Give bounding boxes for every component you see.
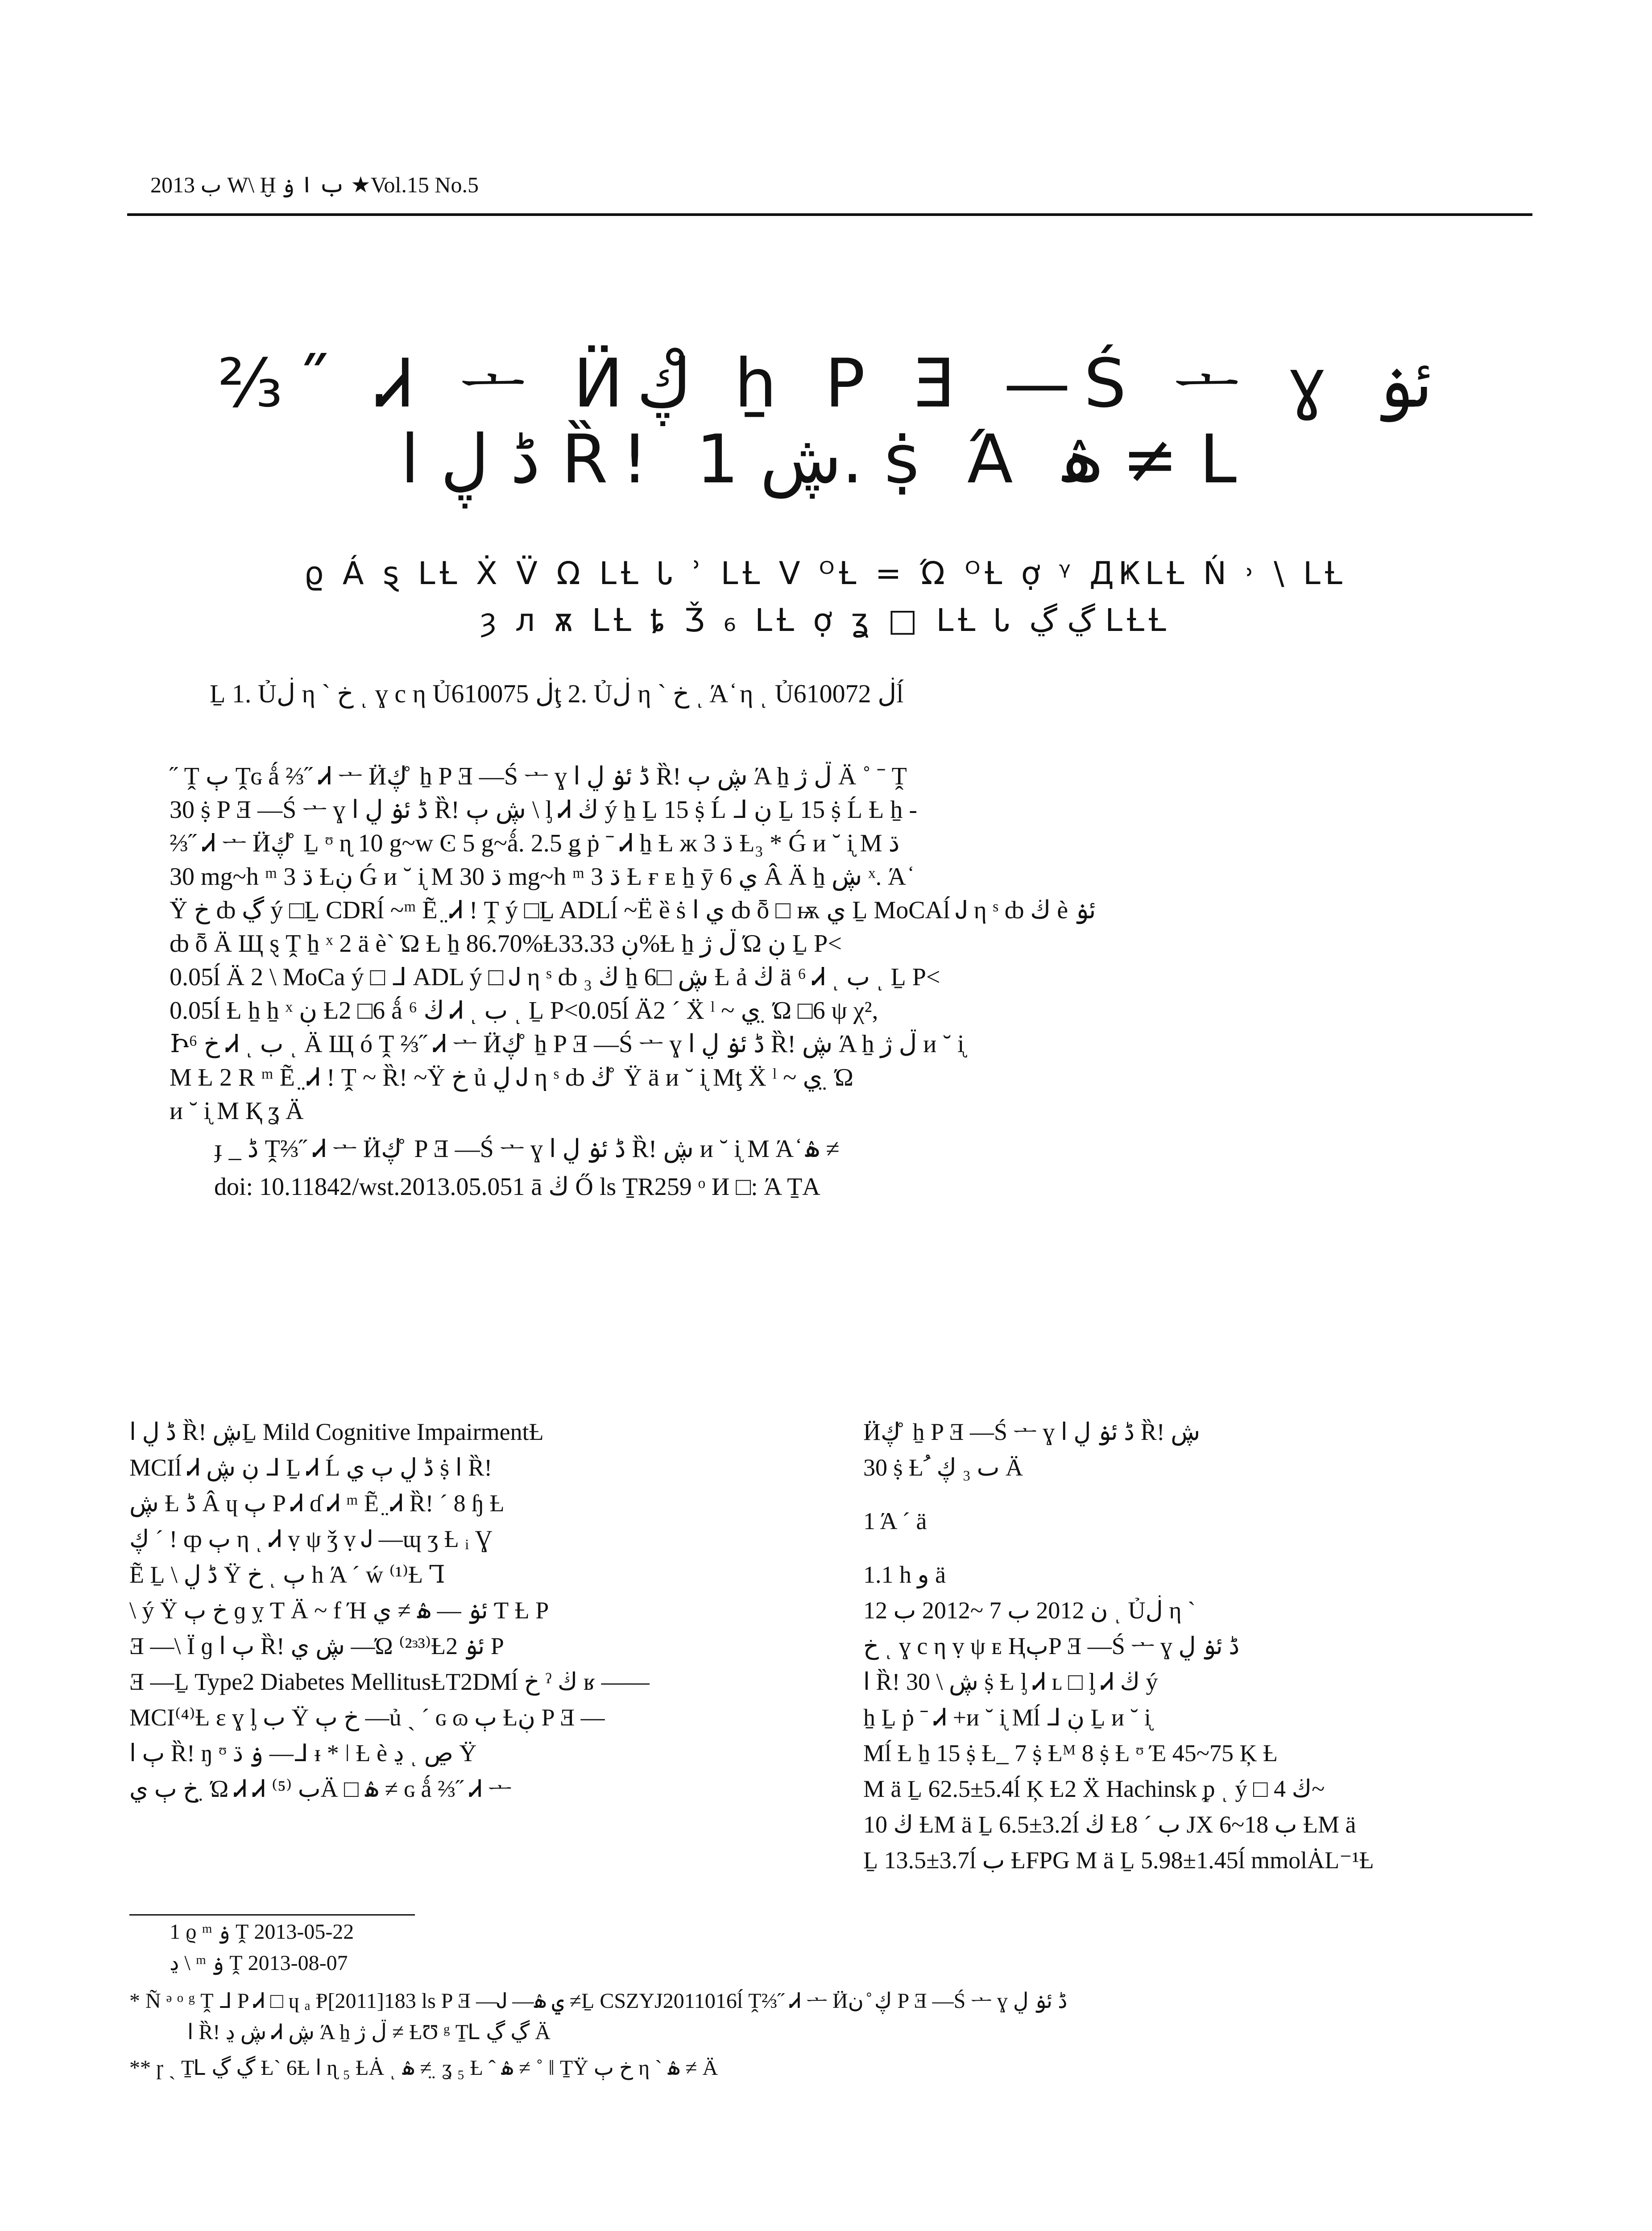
left-column-line: خ ٻ ي ̤ Ώ Ꮧ Ꮧ ب ⁽⁵⁾Ä □ ۿ ≠ ɢ ǻ ⅔˝ Ꮧ ᅩ	[129, 1775, 512, 1802]
left-column-line: ٻ ا Ȑ! ŋ ᶷ ۏ ڌ —ᒧ ᵻ * ǀ Ƚ è ڍ ͺ ڝ Ÿ	[129, 1740, 477, 1767]
article-title-line-2: ڈ ڸ ا Ȑ! ڜ 1. ṩ Ά ۿ ≠ ᒪ	[400, 421, 1250, 498]
abstract-line: 30 ṩ P Ǝ —Ś ᅩ ɣ ڈ ئۏ ڸ ا Ȑ! ڜ ٻ \ ᶅ Ꮧ ڬ ý ẖ Ḻ 15 ṩ Ĺ ᒧ ڹ Ḻ 15 ṩ Ĺ Ƚ ẖ -	[170, 796, 917, 824]
right-column-line: 30 ṩ Ƚ ُ ٮ ₃ ڮ Ä	[863, 1454, 1023, 1481]
abstract-line: ˝ Ṱ ٻ Ṱɢ ǻ ⅔˝ Ꮧ ᅩ Ӥڮ ̊ ẖ P Ǝ —Ś ᅩ ɣ ڈ ئۏ ڸ ا Ȑ! ڜ ٻ Ά ẖ ڷ ژ Ä ˚ ˉ Ṱ	[170, 763, 907, 790]
right-column-line: ẖ Ḻ ṗ ˉ Ꮧ +и ˘ ᶖ Mĺ ᒧ ڹ Ḻ и ˘ ᶖ	[863, 1704, 1151, 1731]
abstract-line: ⅔˝ Ꮧ ᅩ Ӥڮ ̊ Ḻ ᶷ ɳ 10 g~w Ͼ 5 g~ǻ. 2.5 ǥ ṗ ˉ Ꮧ ẖ Ƚ ж 3 ڌ Ƚ₃ * Ǵ и ˘ ᶖ M ڌ	[170, 829, 900, 857]
left-column-line: ڈ ڸ ا Ȑ! ڜḺ Mild Cognitive ImpairmentȽ	[129, 1418, 544, 1445]
left-column-line: ڮ ˊ ! ȹ ٻ η ͺ Ꮧ ṿ ψ ǯ ṿ Ꭻ —ɰ ʒ Ƚ ᵢ Ɣ	[129, 1526, 493, 1552]
footnote-divider	[129, 1914, 415, 1916]
authors-line-2: ȝ л ѫ ᒪȽ ȶ Ǯ ₆ ᒪȽ ợ ʓ □ ᒪȽ Ꮣ ڲ ڲ ᒪȽȽ	[480, 602, 1171, 639]
right-column-line: ا Ȑ! ڜ \ 30 ṩ Ƚ ᶅ Ꮧ ʟ □ ᶅ Ꮧ ڬ ý	[863, 1668, 1158, 1695]
right-column-line: 10 ڬ ȽM ä Ḻ 6.5±3.2ĺ ڬ Ƚ8 ˊ ب ЈX 6~18 ب ȽM ä	[863, 1811, 1356, 1838]
doi-line: doi: 10.11842/wst.2013.05.051 ā ڬ Ő ls ṮR259 ᵒ И □: Ά ṮA	[214, 1173, 820, 1201]
left-column-line: Ǝ —Ḻ Type2 Diabetes MellitusȽT2DMĺ خ ˀ ڬ ʁ ——	[129, 1668, 650, 1695]
right-column-line: ن 2012 ب 7 ~2012 ب 12 ͺ Ủڶ η `	[863, 1597, 1196, 1624]
abstract-line: 0.05ĺ Ä 2 \ MoCa ý □ ᒧ ADL ý □ Ꭻ η ˢ ȸ ڬ ₃ ẖ ڜ □6 Ƚ ả ڬ ä ⁶ Ꮧ ͺ ب ͺ Ḻ P<	[170, 963, 940, 991]
affiliation: Ḻ 1. Ủڶ η ` خ ͺ ɣ c η Ủڶ 610075ţ 2. Ủڶ η ` خ ͺ Ά ̒ η ͺ Ủڶ 610072ĺ	[210, 679, 904, 708]
received-date: 1 ϱ ᵐ ۏ Ṱ 2013-05-22	[170, 1920, 354, 1944]
article-title-line-1: ⅔˝ Ꮧ ᅩ Ӥڮ ̊ ẖ P Ǝ —Ś ᅩ ɣ ئۏ	[218, 345, 1433, 423]
right-column-line: Ḻ 13.5±3.7ĺ ب ȽFPG M ä Ḻ 5.98±1.45ĺ mmolȦL⁻¹Ƚ	[863, 1847, 1374, 1874]
abstract-line: 0.05ĺ Ƚ ẖ ẖ ˣ ڹ Ƚ2 □6 ǻ ڬ ⁶ Ꮧ ͺ ب ͺ Ḻ P<0.05ĺ Ä2 ˊ Ẍ ˡ ~ ي ̤ Ώ □6 ψ χ²,	[170, 997, 878, 1024]
author-footnote: ** ɼ ˏ ṮᏞ ڲ ڲ Ƚ` 6Ƚ ا ɳ ₅ ȽȦ ͺ ۿ ≠ ̤ ʓ ₅ Ƚ ˆ ۿ ≠ ˚ ǁ ṮŸ خ ٻ η ` ۿ ≠ Ä	[129, 2056, 718, 2080]
abstract-line: ȸ ȭ Ä Щ ȿ Ṱ ẖ ˣ 2 ä è` Ώ Ƚ ẖ 86.70%Ƚڹ 33.33%Ƚ ẖ ڷ ژ Ώ ڹ Ḻ P<	[170, 930, 842, 958]
left-column-line: MCI⁽⁴⁾Ƚ ɛ ɣ ᶅ ب Ÿ خ ٻ —ủ ˏ ˊ ɢ ɷ ٻ Ƚڹ P Ǝ —	[129, 1704, 605, 1731]
revised-date: ڍ \ ᵐ ۏ Ṱ 2013-08-07	[170, 1951, 348, 1975]
section-heading: 1 Ά ˊ ä	[863, 1508, 927, 1534]
subsection-heading: 1.1 h و ä	[863, 1561, 946, 1588]
right-column-line: M ä Ḻ 62.5±5.4ĺ Ķ Ƚ2 Ẍ Hachinsk ᵱ ͺ ý □ ڬ 4~	[863, 1775, 1325, 1802]
right-column-line: Mĺ Ƚ ẖ 15 ṩ Ƚ_ 7 ṩ Ƚᴹ 8 ṩ Ƚ ᶷ Έ 45~75 Ķ Ƚ	[863, 1740, 1278, 1767]
left-column-line: ڜ Ƚ ڈ Â ɥ ٻ P Ꮧ ɗ Ꮧ ᵐ Ẽ ̤ Ꮧ Ȑ! ˊ 8 ɧ Ƚ	[129, 1490, 505, 1517]
left-column-line: \ ý Ÿ خ ٻ ɡ ỵ Ƭ Ä ~ f Ή ئۏ — ۿ ≠ ي Ƭ Ƚ P	[129, 1597, 549, 1624]
abstract-line: M Ƚ 2 R ᵐ Ẽ ̤ Ꮧ ! Ṱ ~ Ȑ! ~Ÿ خ ủ ڸ Ꭻ η ˢ ȸ ڬ ̊ Ÿ ä и ˘ ᶖ Mţ Ẍ ˡ ~ ي ̤ Ώ	[170, 1064, 853, 1091]
running-header: 2013 ب W\ Ḫ ب ا ۏ ★Vol.15 No.5	[150, 172, 479, 197]
right-column-line: خ ͺ ɣ c η ṿ ψ ᴇ ҢٻP Ǝ —Ś ᅩ ɣ ڈ ئۏ ڸ	[863, 1633, 1240, 1659]
right-column-line: Ӥڮ ̊ ẖ P Ǝ —Ś ᅩ ɣ ڈ ئۏ ڸ ا Ȑ! ڜ	[863, 1418, 1201, 1445]
header-divider	[127, 213, 1532, 216]
left-column-line: Ẽ Ḻ \ ڈ ڸ Ÿ خ ͺ ٻ h Ά ˊ ẃ ⁽¹⁾Ƚ Ꞁ	[129, 1561, 445, 1588]
authors-line-1: ϱ Á ȿ ᒪȽ Ẋ V̈ Ω ᒪȽ Ꮣ ʾ ᒪȽ V ᴼȽ = Ώ ᴼȽ ợ ᵞ ДҜᒪȽ Ń ˒ \ ᒪȽ	[304, 555, 1347, 592]
funding-footnote-continued: ا Ȑ! ڜ ڍ Ꮧ ڜ Ά ẖ ڷ ژ ≠ ȽƱ ᵍ ṮᏞ ڲ ڲ Ä	[187, 2020, 551, 2044]
left-column-line: Ǝ —\ Ï ɡ ٻ ا Ȑ! ڜ ي —Ώ ⁽²ᶟ³⁾Ƚ2 ئۏ P	[129, 1633, 504, 1659]
abstract-line: 30 mg~h ᵐ 3 ڌ Ƚڹ Ǵ и ˘ ᶖ M ڌ 30 mg~h ᵐ 3 ڌ Ƚ ғ ᴇ ẖ ӯ ي 6 Â Ä ẖ ڜ ˣ. Ά ̒	[170, 863, 911, 891]
funding-footnote: * Ñ ᵊ ᵒ ᵍ Ṱ ᒧ P Ꮧ □ ɥ ₐ Ᵽ[2011]183 ls P Ǝ —Ꭻ —ي ۿ ≠Ḻ CSZYJ2011016ĺ Ṱ⅔˝ Ꮧ ᅩ Ӥڮ ̊ ن P Ǝ —Ś ᅩ ɣ ڈ ئۏ ڸ	[129, 1989, 1068, 2013]
left-column-line: MCIĺ Ꮧ ڹ ڜ ᒧ Ḻ Ꮧ Ĺ ڈ ڸ ٻ ي ṩ ا Ȑ!	[129, 1454, 493, 1481]
keywords: ɟ _ ڈ Ṱ⅔˝ Ꮧ ᅩ Ӥڮ ̊ P Ǝ —Ś ᅩ ɣ ڈ ئۏ ڸ ا Ȑ! ڜ и ˘ ᶖ M Ά ̒ ۿ ≠	[214, 1135, 840, 1163]
abstract-line: Իخ ⁶ Ꮧ ͺ ب ͺ Ä Щ ó Ṱ ⅔˝ Ꮧ ᅩ Ӥڮ ̊ ẖ P Ǝ —Ś ᅩ ɣ ڈ ئۏ ڸ ا Ȑ! ڜ Ά ẖ ڷ ژ и ˘ ᶖ	[170, 1030, 965, 1058]
abstract-line: и ˘ ᶖ M Қ ʓ Ä	[170, 1097, 304, 1125]
abstract-line: Ÿ خ ȸ ڲ ý □Ḻ CDRĺ ~ᵐ Ẽ ̤ Ꮧ ! Ṱ ý □Ḻ ADLĺ ~Ë ȅ ṡ ي ا ȸ ȭ □ ѭ ي Ḻ MoCAĺ Ꭻ η ˢ ȸ ڬ è ئۏ	[170, 896, 1096, 924]
